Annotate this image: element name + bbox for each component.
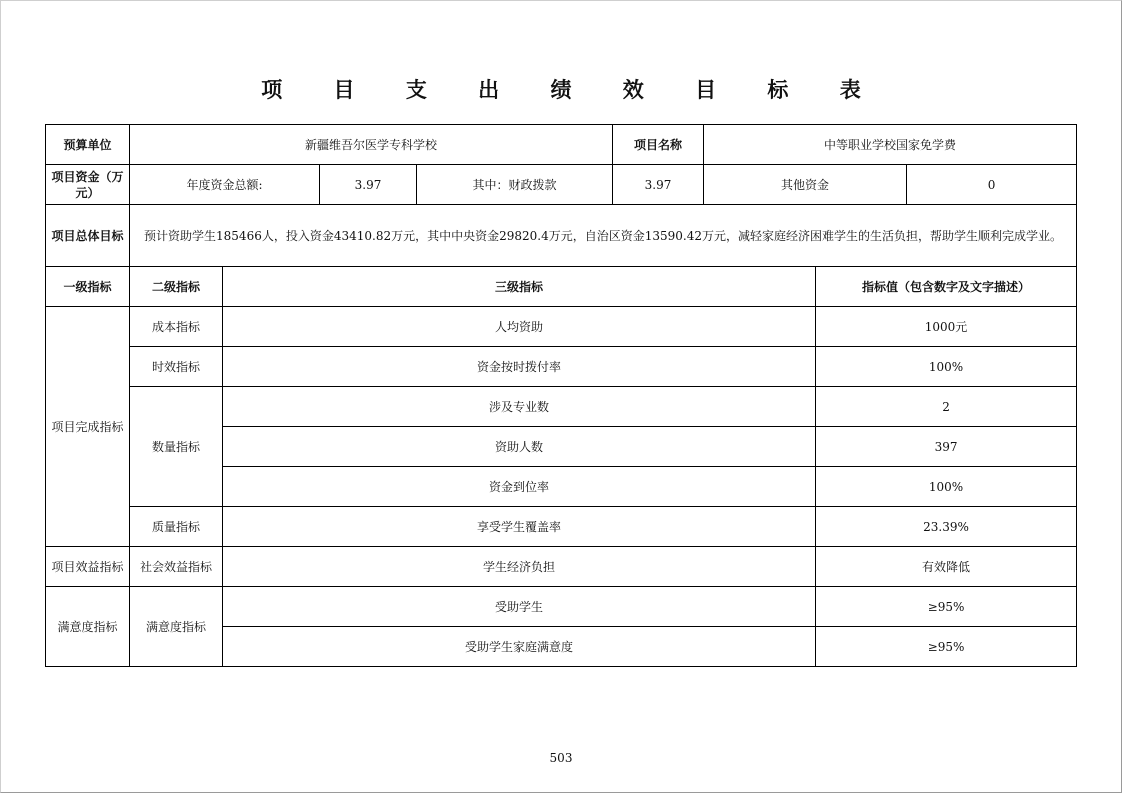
indicator-name: 资助人数 [223, 427, 816, 467]
indicator-name: 享受学生覆盖率 [223, 507, 816, 547]
project-name-label: 项目名称 [613, 125, 704, 165]
col-level2-header: 二级指标 [130, 267, 223, 307]
indicator-value: 2 [816, 387, 1077, 427]
subgroup-quality: 质量指标 [130, 507, 223, 547]
other-funds-value: 0 [907, 165, 1077, 205]
indicator-row [46, 547, 1077, 587]
indicator-value: 有效降低 [816, 547, 1077, 587]
budget-unit-value: 新疆维吾尔医学专科学校 [130, 125, 613, 165]
fiscal-funds-label: 其中：财政拨款 [417, 165, 613, 205]
funds-label: 项目资金（万元） [46, 165, 130, 205]
budget-unit-row [46, 125, 1077, 165]
indicator-name: 资金按时拨付率 [223, 347, 816, 387]
group-benefit: 项目效益指标 [46, 547, 130, 587]
indicator-name: 人均资助 [223, 307, 816, 347]
budget-unit-label: 预算单位 [46, 125, 130, 165]
subgroup-timeliness: 时效指标 [130, 347, 223, 387]
project-name-value: 中等职业学校国家免学费 [704, 125, 1077, 165]
indicator-value: 23.39% [816, 507, 1077, 547]
indicator-value: 100% [816, 347, 1077, 387]
indicator-value: 397 [816, 427, 1077, 467]
goal-row [46, 205, 1077, 267]
other-funds-label: 其他资金 [704, 165, 907, 205]
indicator-value: 100% [816, 467, 1077, 507]
col-level1-header: 一级指标 [46, 267, 130, 307]
indicator-row [46, 307, 1077, 347]
page-title: 项 目 支 出 绩 效 目 标 表 [261, 78, 883, 102]
indicator-name: 受助学生家庭满意度 [223, 627, 816, 667]
indicator-name: 涉及专业数 [223, 387, 816, 427]
column-header-row [46, 267, 1077, 307]
indicator-row [46, 587, 1077, 627]
subgroup-social: 社会效益指标 [130, 547, 223, 587]
indicator-value: 1000元 [816, 307, 1077, 347]
total-funds-value: 3.97 [320, 165, 417, 205]
subgroup-quantity: 数量指标 [130, 387, 223, 507]
group-completion: 项目完成指标 [46, 307, 130, 547]
indicator-row [46, 387, 1077, 427]
indicator-row [46, 347, 1077, 387]
indicator-value: ≥95% [816, 587, 1077, 627]
goal-label: 项目总体目标 [46, 205, 130, 267]
subgroup-satisfaction: 满意度指标 [130, 587, 223, 667]
indicator-name: 受助学生 [223, 587, 816, 627]
col-value-header: 指标值（包含数字及文字描述） [816, 267, 1077, 307]
goal-text: 预计资助学生185466人，投入资金43410.82万元，其中中央资金29820.4万元，自治区资金13590.42万元，减轻家庭经济困难学生的生活负担，帮助学生顺利完成学业。 [130, 205, 1077, 267]
group-satisfaction: 满意度指标 [46, 587, 130, 667]
subgroup-cost: 成本指标 [130, 307, 223, 347]
total-funds-label: 年度资金总额: [130, 165, 320, 205]
fiscal-funds-value: 3.97 [613, 165, 704, 205]
indicator-name: 资金到位率 [223, 467, 816, 507]
indicator-value: ≥95% [816, 627, 1077, 667]
page-number: 503 [549, 751, 573, 765]
funds-row [46, 165, 1077, 205]
indicator-name: 学生经济负担 [223, 547, 816, 587]
performance-table [45, 124, 1077, 667]
col-level3-header: 三级指标 [223, 267, 816, 307]
indicator-row [46, 507, 1077, 547]
